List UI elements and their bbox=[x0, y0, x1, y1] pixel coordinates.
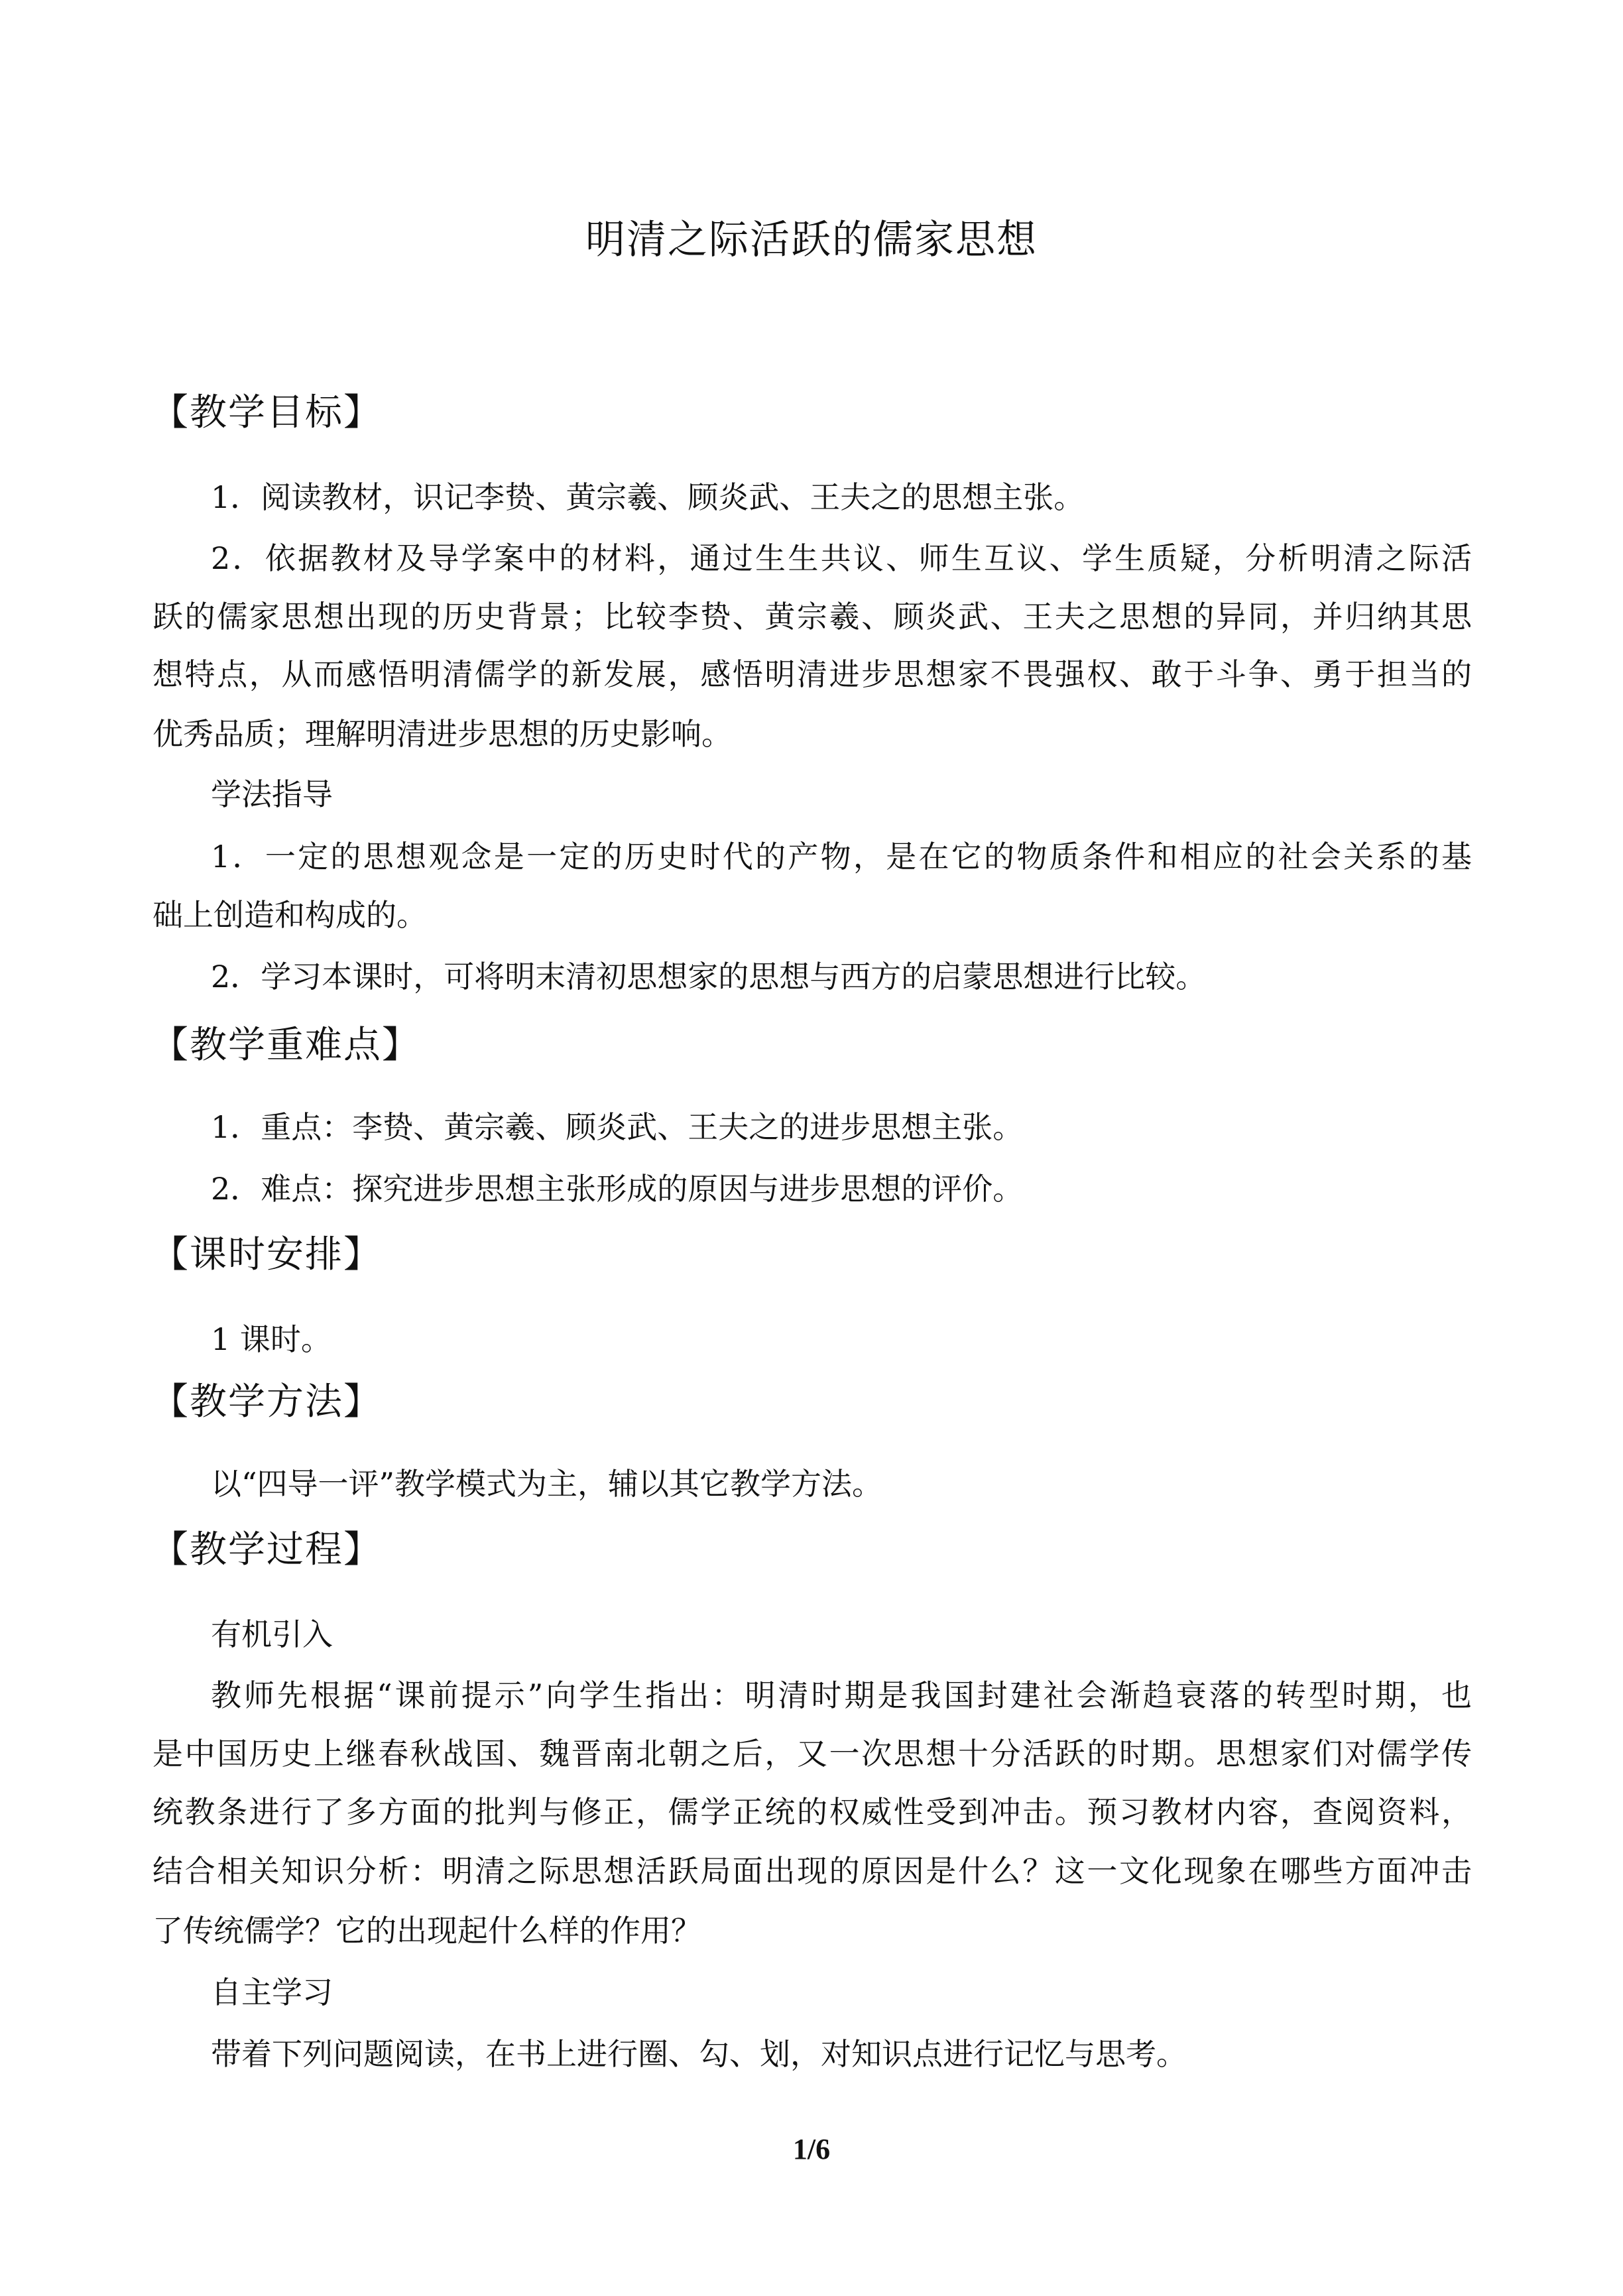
section-heading-methods: 【教学方法】 bbox=[151, 1380, 382, 1423]
intro-label: 有机引入 bbox=[211, 1616, 333, 1652]
intro-line-1: 教师先根据“课前提示”向学生指出：明清时期是我国封建社会渐趋衰落的转型时期，也 bbox=[211, 1677, 1472, 1713]
objective-item-2-line-1: 2．依据教材及导学案中的材料，通过生生共议、师生互议、学生质疑，分析明清之际活 bbox=[211, 540, 1472, 576]
section-heading-objectives: 【教学目标】 bbox=[151, 391, 382, 434]
self-study-label: 自主学习 bbox=[211, 1974, 333, 2010]
document-title: 明清之际活跃的儒家思想 bbox=[585, 217, 1038, 263]
page-number: 1/6 bbox=[792, 2133, 831, 2165]
intro-line-4: 结合相关知识分析：明清之际思想活跃局面出现的原因是什么？这一文化现象在哪些方面冲击 bbox=[152, 1853, 1472, 1889]
intro-line-5: 了传统儒学？它的出现起什么样的作用？ bbox=[152, 1913, 701, 1949]
intro-line-3: 统教条进行了多方面的批判与修正，儒学正统的权威性受到冲击。预习教材内容，查阅资料， bbox=[152, 1794, 1472, 1830]
study-method-1-line-2: 础上创造和构成的。 bbox=[152, 897, 427, 933]
objective-item-2-line-3: 想特点，从而感悟明清儒学的新发展，感悟明清进步思想家不畏强权、敢于斗争、勇于担当的 bbox=[152, 656, 1472, 692]
objective-item-2-line-4: 优秀品质；理解明清进步思想的历史影响。 bbox=[152, 716, 732, 752]
study-method-1-line-1: 1．一定的思想观念是一定的历史时代的产物，是在它的物质条件和相应的社会关系的基 bbox=[211, 839, 1472, 875]
section-heading-process: 【教学过程】 bbox=[151, 1528, 382, 1571]
key-point-1: 1．重点：李贽、黄宗羲、顾炎武、王夫之的进步思想主张。 bbox=[211, 1109, 1024, 1145]
key-point-2: 2．难点：探究进步思想主张形成的原因与进步思想的评价。 bbox=[211, 1171, 1024, 1207]
section-heading-schedule: 【课时安排】 bbox=[151, 1233, 382, 1276]
study-method-label: 学法指导 bbox=[211, 776, 333, 812]
schedule-text: 1 课时。 bbox=[211, 1321, 331, 1357]
objective-item-1: 1．阅读教材，识记李贽、黄宗羲、顾炎武、王夫之的思想主张。 bbox=[211, 479, 1085, 515]
intro-line-2: 是中国历史上继春秋战国、魏晋南北朝之后，又一次思想十分活跃的时期。思想家们对儒学传 bbox=[152, 1736, 1472, 1772]
study-method-2: 2．学习本课时，可将明末清初思想家的思想与西方的启蒙思想进行比较。 bbox=[211, 959, 1207, 995]
methods-text: 以“四导一评”教学模式为主，辅以其它教学方法。 bbox=[211, 1466, 883, 1502]
objective-item-2-line-2: 跃的儒家思想出现的历史背景；比较李贽、黄宗羲、顾炎武、王夫之思想的异同，并归纳其思 bbox=[152, 599, 1472, 634]
self-study-text: 带着下列问题阅读，在书上进行圈、勾、划，对知识点进行记忆与思考。 bbox=[211, 2036, 1187, 2072]
section-heading-key-points: 【教学重难点】 bbox=[151, 1024, 420, 1067]
